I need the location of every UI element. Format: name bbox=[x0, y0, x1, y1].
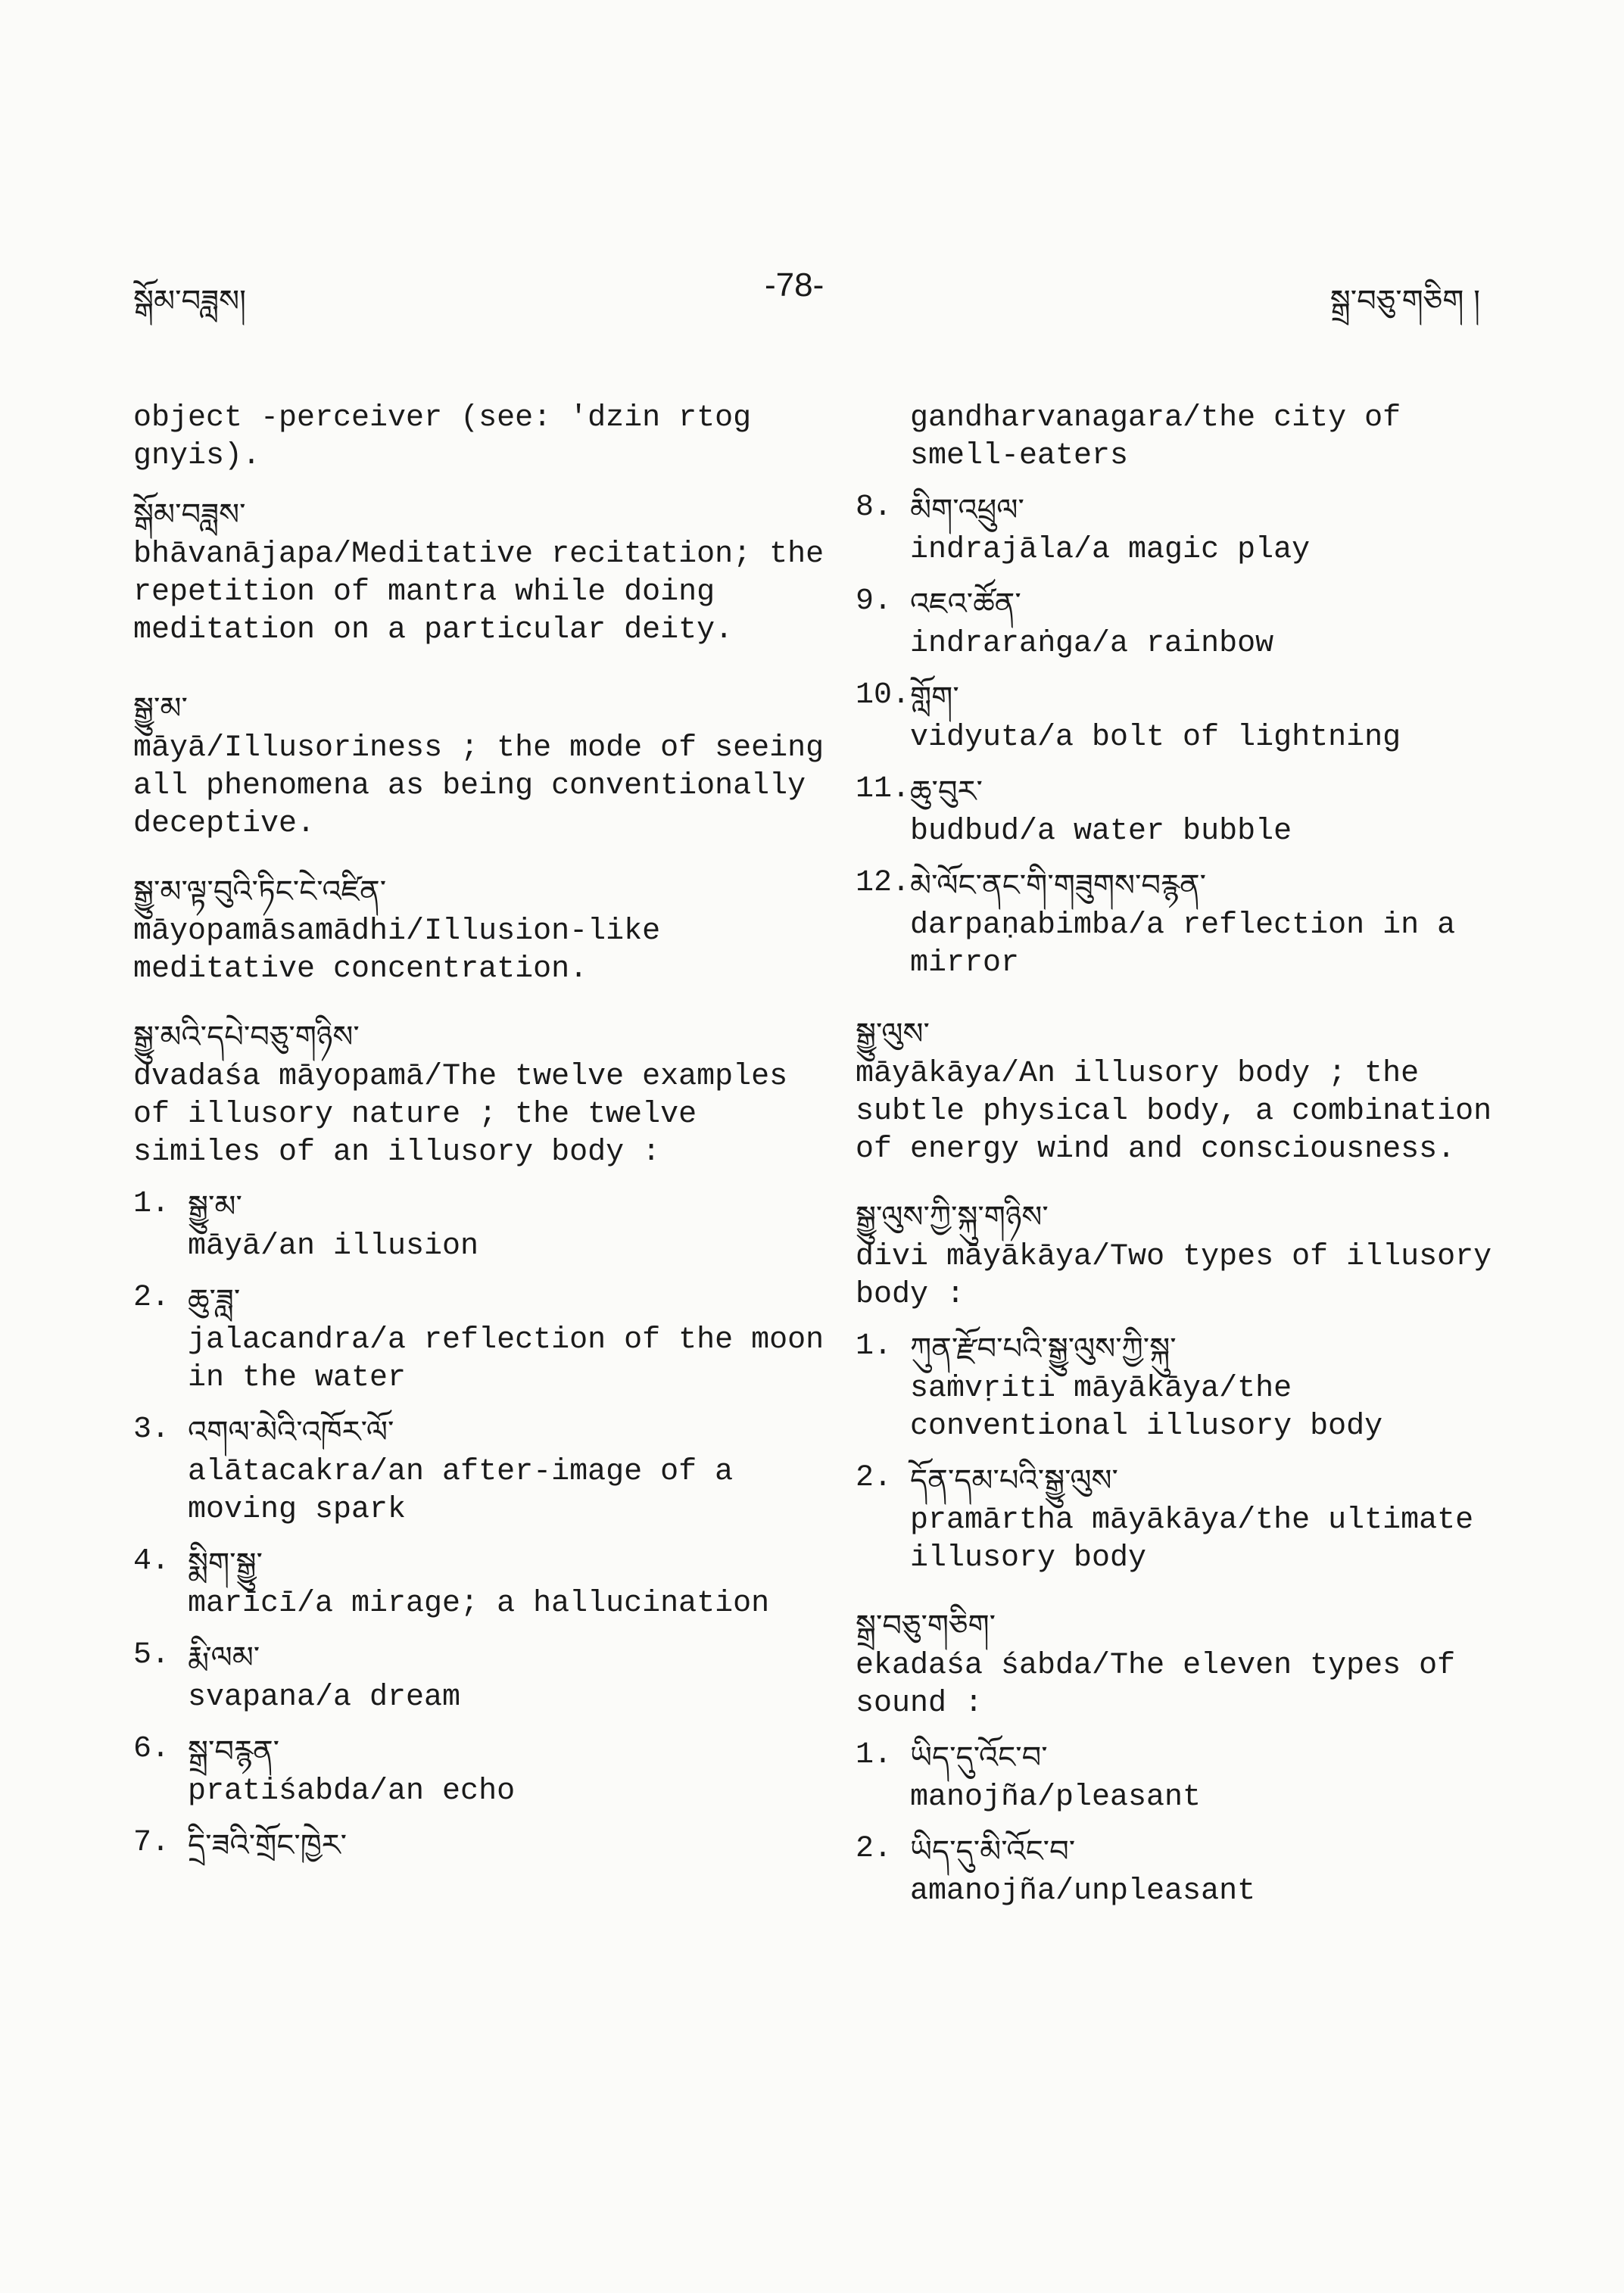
item-number: 2. bbox=[856, 1461, 893, 1495]
simile-list bbox=[133, 1185, 830, 1867]
item-text: vidyuta/a bolt of lightning bbox=[910, 721, 1401, 755]
item-tibetan: དོན་དམ་པའི་སྒྱུ་ལུས་ bbox=[910, 1463, 1118, 1498]
glossary-entry bbox=[133, 871, 830, 989]
glossary-entry bbox=[856, 1013, 1514, 1169]
item-text: indrajāla/a magic play bbox=[910, 533, 1311, 567]
entry-definition: dvadaśa māyopamā/The twelve examples of illusory nature ; the twelve similes of an illusory body : bbox=[133, 1060, 788, 1170]
glossary-entry bbox=[133, 687, 830, 843]
item-text: budbud/a water bubble bbox=[910, 815, 1292, 849]
left-column bbox=[133, 400, 830, 1867]
item-text: marīcī/a mirage; a hallucination bbox=[188, 1587, 770, 1621]
item-tibetan: སྨིག་སྒྱུ་ bbox=[188, 1547, 263, 1581]
list-item bbox=[856, 1737, 1514, 1817]
item-text: pratiśabda/an echo bbox=[188, 1774, 516, 1809]
list-item bbox=[856, 1328, 1514, 1446]
item-text: amanojña/unpleasant bbox=[910, 1874, 1256, 1908]
list-item bbox=[133, 1411, 830, 1529]
right-column bbox=[856, 400, 1514, 1911]
entry-definition: māyopamāsamādhi/Illusion-like meditative concentration. bbox=[133, 914, 661, 986]
item-tibetan: སྒྱུ་མ་ bbox=[188, 1189, 242, 1224]
list-item bbox=[856, 771, 1514, 851]
entry-headword: སྒྱུ་མའི་དཔེ་བཅུ་གཉིས་ bbox=[133, 1020, 360, 1055]
glossary-entry bbox=[856, 1605, 1514, 1911]
item-number: 6. bbox=[133, 1732, 170, 1766]
page-number: -78- bbox=[765, 266, 824, 304]
list-item bbox=[856, 1460, 1514, 1578]
list-item bbox=[856, 583, 1514, 663]
item-number: 10. bbox=[856, 678, 911, 712]
item-text: indraraṅga/a rainbow bbox=[910, 627, 1274, 661]
item-tibetan: མིག་འཕྲུལ་ bbox=[910, 493, 1024, 528]
item-text: alātacakra/an after-image of a moving spark bbox=[188, 1455, 734, 1527]
entry-definition: māyākāya/An illusory body ; the subtle physical body, a combination of energy wind and consciousness. bbox=[856, 1057, 1492, 1167]
continuation-text: object -perceiver (see: 'dzin rtog gnyis). bbox=[133, 401, 752, 473]
list-item bbox=[133, 1543, 830, 1623]
item-tibetan: ཡིད་དུ་འོང་བ་ bbox=[910, 1740, 1048, 1775]
running-head-right: སྒྲ་བཅུ་གཅིག ། bbox=[1329, 284, 1480, 319]
continuation-text: gandharvanagara/the city of smell-eaters bbox=[910, 401, 1401, 473]
item-number: 1. bbox=[133, 1187, 170, 1221]
entry-definition: bhāvanājapa/Meditative recitation; the repetition of mantra while doing meditation on a particular deity. bbox=[133, 537, 824, 647]
entry-headword: སྒྱུ་ལུས་ bbox=[856, 1017, 930, 1051]
item-text: saṁvṛiti māyākāya/the conventional illusory body bbox=[910, 1372, 1383, 1444]
item-tibetan: འགལ་མེའི་འཁོར་ལོ་ bbox=[188, 1415, 394, 1450]
item-number: 4. bbox=[133, 1544, 170, 1578]
continuation-text-wrap bbox=[856, 400, 1514, 475]
list-item bbox=[856, 865, 1514, 983]
list-item bbox=[856, 489, 1514, 569]
item-number: 7. bbox=[133, 1826, 170, 1860]
list-item bbox=[856, 1830, 1514, 1911]
item-number: 5. bbox=[133, 1638, 170, 1672]
glossary-entry bbox=[133, 494, 830, 650]
item-tibetan: འཇའ་ཚོན་ bbox=[910, 587, 1021, 622]
item-tibetan: དྲི་ཟའི་གྲོང་ཁྱེར་ bbox=[188, 1828, 348, 1863]
entry-headword: སྒྲ་བཅུ་གཅིག་ bbox=[856, 1609, 996, 1643]
list-item bbox=[133, 1185, 830, 1266]
item-text: jalacandra/a reflection of the moon in the water bbox=[188, 1323, 824, 1395]
entry-headword: སྒྱུ་མ་ bbox=[133, 691, 188, 726]
entry-definition: divi māyākāya/Two types of illusory body : bbox=[856, 1240, 1492, 1312]
entry-definition: māyā/Illusoriness ; the mode of seeing all phenomena as being conventionally deceptive. bbox=[133, 731, 824, 841]
list-item bbox=[133, 1279, 830, 1397]
list-item bbox=[856, 677, 1514, 757]
item-text: pramārtha māyākāya/the ultimate illusory body bbox=[910, 1503, 1474, 1575]
item-number: 2. bbox=[856, 1832, 893, 1866]
item-tibetan: མེ་ལོང་ནང་གི་གཟུགས་བརྙན་ bbox=[910, 868, 1207, 903]
running-head-left: སྒོམ་བཟླས། bbox=[133, 284, 246, 319]
item-text: manojña/pleasant bbox=[910, 1781, 1202, 1815]
item-number: 1. bbox=[856, 1329, 893, 1363]
list-item bbox=[133, 1637, 830, 1717]
item-tibetan: གློག་ bbox=[910, 681, 959, 715]
list-item bbox=[133, 1731, 830, 1811]
item-number: 3. bbox=[133, 1413, 170, 1447]
item-tibetan: ཆུ་ཟླ་ bbox=[188, 1283, 241, 1318]
item-tibetan: ཀུན་རྫོབ་པའི་སྒྱུ་ལུས་ཀྱི་སྐུ་ bbox=[910, 1332, 1177, 1366]
item-number: 9. bbox=[856, 584, 893, 618]
simile-list-continued bbox=[856, 489, 1514, 983]
entry-headword: སྒྱུ་མ་ལྟ་བུའི་ཏིང་ངེ་འཛིན་ bbox=[133, 874, 387, 909]
entry-headword: སྒོམ་བཟླས་ bbox=[133, 497, 246, 532]
glossary-entry bbox=[856, 1196, 1514, 1578]
entry-definition: ekadaśa śabda/The eleven types of sound : bbox=[856, 1649, 1456, 1721]
item-number: 1. bbox=[856, 1738, 893, 1772]
item-number: 12. bbox=[856, 866, 911, 900]
item-tibetan: ཡིད་དུ་མི་འོང་བ་ bbox=[910, 1834, 1076, 1869]
item-tibetan: ཆུ་བུར་ bbox=[910, 774, 983, 809]
item-number: 2. bbox=[133, 1281, 170, 1315]
item-text: darpaṇabimba/a reflection in a mirror bbox=[910, 908, 1456, 980]
entry-headword: སྒྱུ་ལུས་ཀྱི་སྐུ་གཉིས་ bbox=[856, 1200, 1049, 1235]
item-tibetan: རྨི་ལམ་ bbox=[188, 1640, 260, 1675]
list-item bbox=[133, 1824, 830, 1867]
item-number: 11. bbox=[856, 772, 911, 806]
glossary-entry bbox=[133, 1016, 830, 1172]
item-text: māyā/an illusion bbox=[188, 1229, 479, 1263]
item-tibetan: སྒྲ་བརྙན་ bbox=[188, 1734, 280, 1769]
item-number: 8. bbox=[856, 491, 893, 525]
item-text: svapana/a dream bbox=[188, 1681, 461, 1715]
